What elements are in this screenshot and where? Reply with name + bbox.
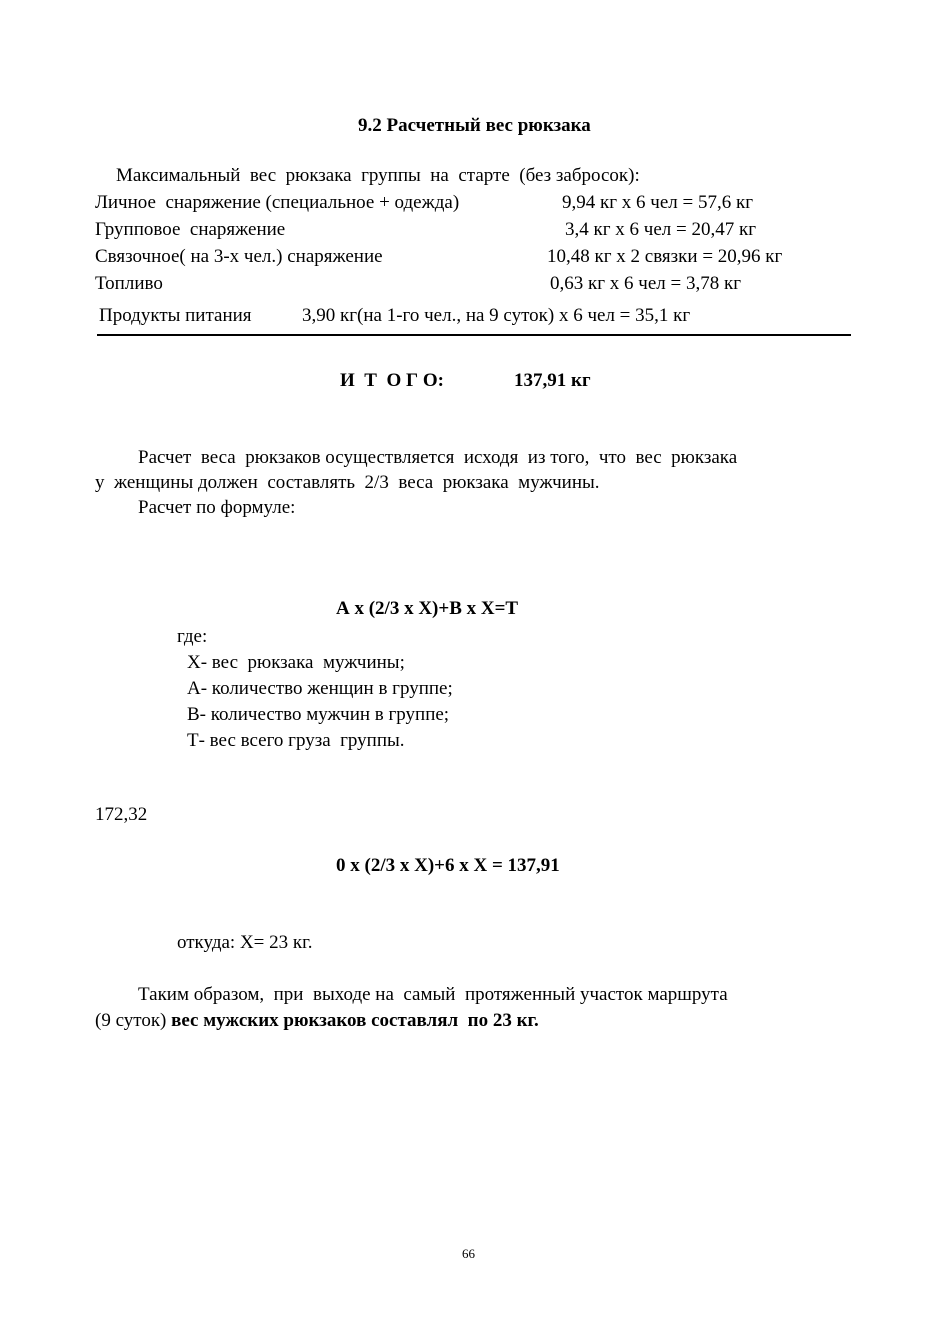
section-title: 9.2 Расчетный вес рюкзака <box>358 115 591 136</box>
food-calc: 3,90 кг(на 1-го чел., на 9 суток) х 6 чел = 35,1 кг <box>302 305 691 326</box>
intro-line: Максимальный вес рюкзака группы на старте (без забросок): <box>116 165 640 186</box>
conclusion-plain: (9 суток) <box>95 1010 172 1031</box>
formula-applied: 0 х (2/3 х Х)+6 х Х = 137,91 <box>336 855 560 876</box>
item-calc-personal: 9,94 кг х 6 чел = 57,6 кг <box>562 192 753 213</box>
paragraph-line: Расчет по формуле: <box>138 497 296 518</box>
item-label-rope: Связочное( на 3-х чел.) снаряжение <box>95 246 383 267</box>
formula: А х (2/3 х Х)+В х Х=Т <box>336 598 519 619</box>
where-label: где: <box>177 626 208 647</box>
item-calc-group: 3,4 кг х 6 чел = 20,47 кг <box>565 219 756 240</box>
definition-item: А- количество женщин в группе; <box>187 678 453 699</box>
item-calc-fuel: 0,63 кг х 6 чел = 3,78 кг <box>550 273 741 294</box>
conclusion-line: Таким образом, при выходе на самый протяженный участок маршрута <box>138 984 728 1005</box>
item-label-personal: Личное снаряжение (специальное + одежда) <box>95 192 460 213</box>
stray-number: 172,32 <box>95 804 148 825</box>
total-value: 137,91 кг <box>514 370 591 391</box>
page-number: 66 <box>462 1246 475 1261</box>
conclusion-line <box>95 1010 539 1032</box>
definition-item: В- количество мужчин в группе; <box>187 704 450 725</box>
food-label: Продукты питания <box>99 305 252 326</box>
conclusion-bold: вес мужских рюкзаков составлял по 23 кг. <box>171 1010 539 1031</box>
item-label-fuel: Топливо <box>95 273 163 294</box>
item-label-group: Групповое снаряжение <box>95 219 286 240</box>
paragraph-line: Расчет веса рюкзаков осуществляется исходя из того, что вес рюкзака <box>138 447 738 468</box>
total-label: И Т О Г О: <box>340 370 444 391</box>
result-line: откуда: Х= 23 кг. <box>177 932 313 953</box>
definition-item: Т- вес всего груза группы. <box>187 730 405 751</box>
definition-item: Х- вес рюкзака мужчины; <box>187 652 405 673</box>
item-calc-rope: 10,48 кг х 2 связки = 20,96 кг <box>547 246 783 267</box>
paragraph-line: у женщины должен составлять 2/3 веса рюкзака мужчины. <box>95 472 600 493</box>
total-divider <box>97 334 851 336</box>
